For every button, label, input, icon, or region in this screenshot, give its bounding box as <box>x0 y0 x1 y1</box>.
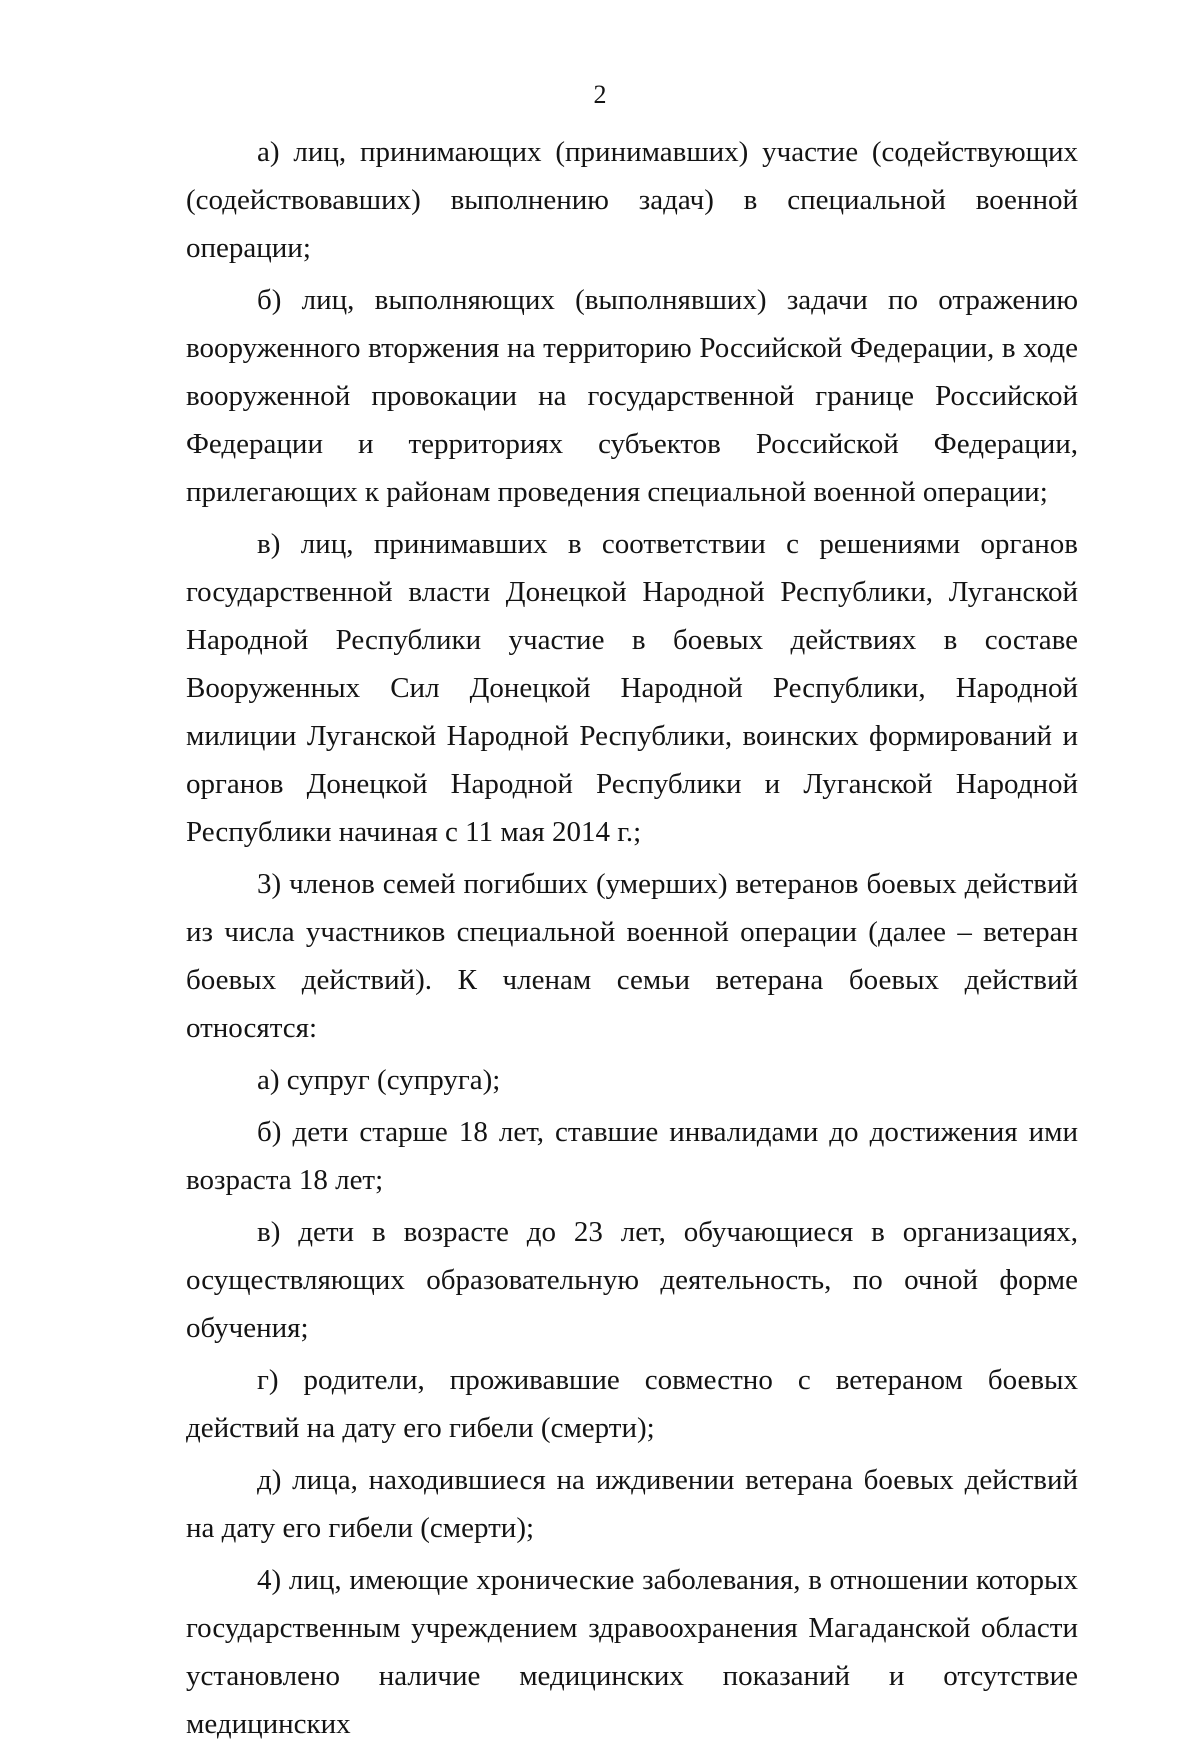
paragraph-item-b: б) лиц, выполняющих (выполнявших) задачи по отражению вооруженного вторжения на территорию Российской Федерации, в ходе вооруженной провокации на государственной границе Российской Федерации и территориях субъектов Российской Федерации, прилегающих к районам проведения специальной военной операции; <box>186 284 1078 508</box>
paragraph-item-3a: а) супруг (супруга); <box>257 1064 501 1096</box>
paragraph-item-4: 4) лиц, имеющие хронические заболевания, в отношении которых государственным учреждением здравоохранения Магаданской области установлено наличие медицинских показаний и отсутствие медицинских <box>186 1564 1078 1740</box>
paragraph-item-v: в) лиц, принимавших в соответствии с решениями органов государственной власти Донецкой Народной Республики, Луганской Народной Республики участие в боевых действиях в составе Вооруженных Сил Донецкой Народной Республики, Народной милиции Луганской Народной Республики, воинских формирований и органов Донецкой Народной Республики и Луганской Народной Республики начиная с 11 мая 2014 г.; <box>186 528 1078 848</box>
page-number: 2 <box>593 80 607 109</box>
paragraph-item-3v: в) дети в возрасте до 23 лет, обучающиеся в организациях, осуществляющих образовательную деятельность, по очной форме обучения; <box>186 1216 1078 1344</box>
paragraph-item-3g: г) родители, проживавшие совместно с ветераном боевых действий на дату его гибели (смерти); <box>186 1364 1078 1444</box>
document-body <box>186 128 1078 1752</box>
paragraph-item-3d: д) лица, находившиеся на иждивении ветерана боевых действий на дату его гибели (смерти); <box>186 1464 1078 1544</box>
paragraph-item-3: 3) членов семей погибших (умерших) ветеранов боевых действий из числа участников специальной военной операции (далее – ветеран боевых действий). К членам семьи ветерана боевых действий относятся: <box>186 868 1078 1044</box>
paragraph-item-3b: б) дети старше 18 лет, ставшие инвалидами до достижения ими возраста 18 лет; <box>186 1116 1078 1196</box>
paragraph-item-a: а) лиц, принимающих (принимавших) участие (содействующих (содействовавших) выполнению задач) в специальной военной операции; <box>186 136 1078 264</box>
